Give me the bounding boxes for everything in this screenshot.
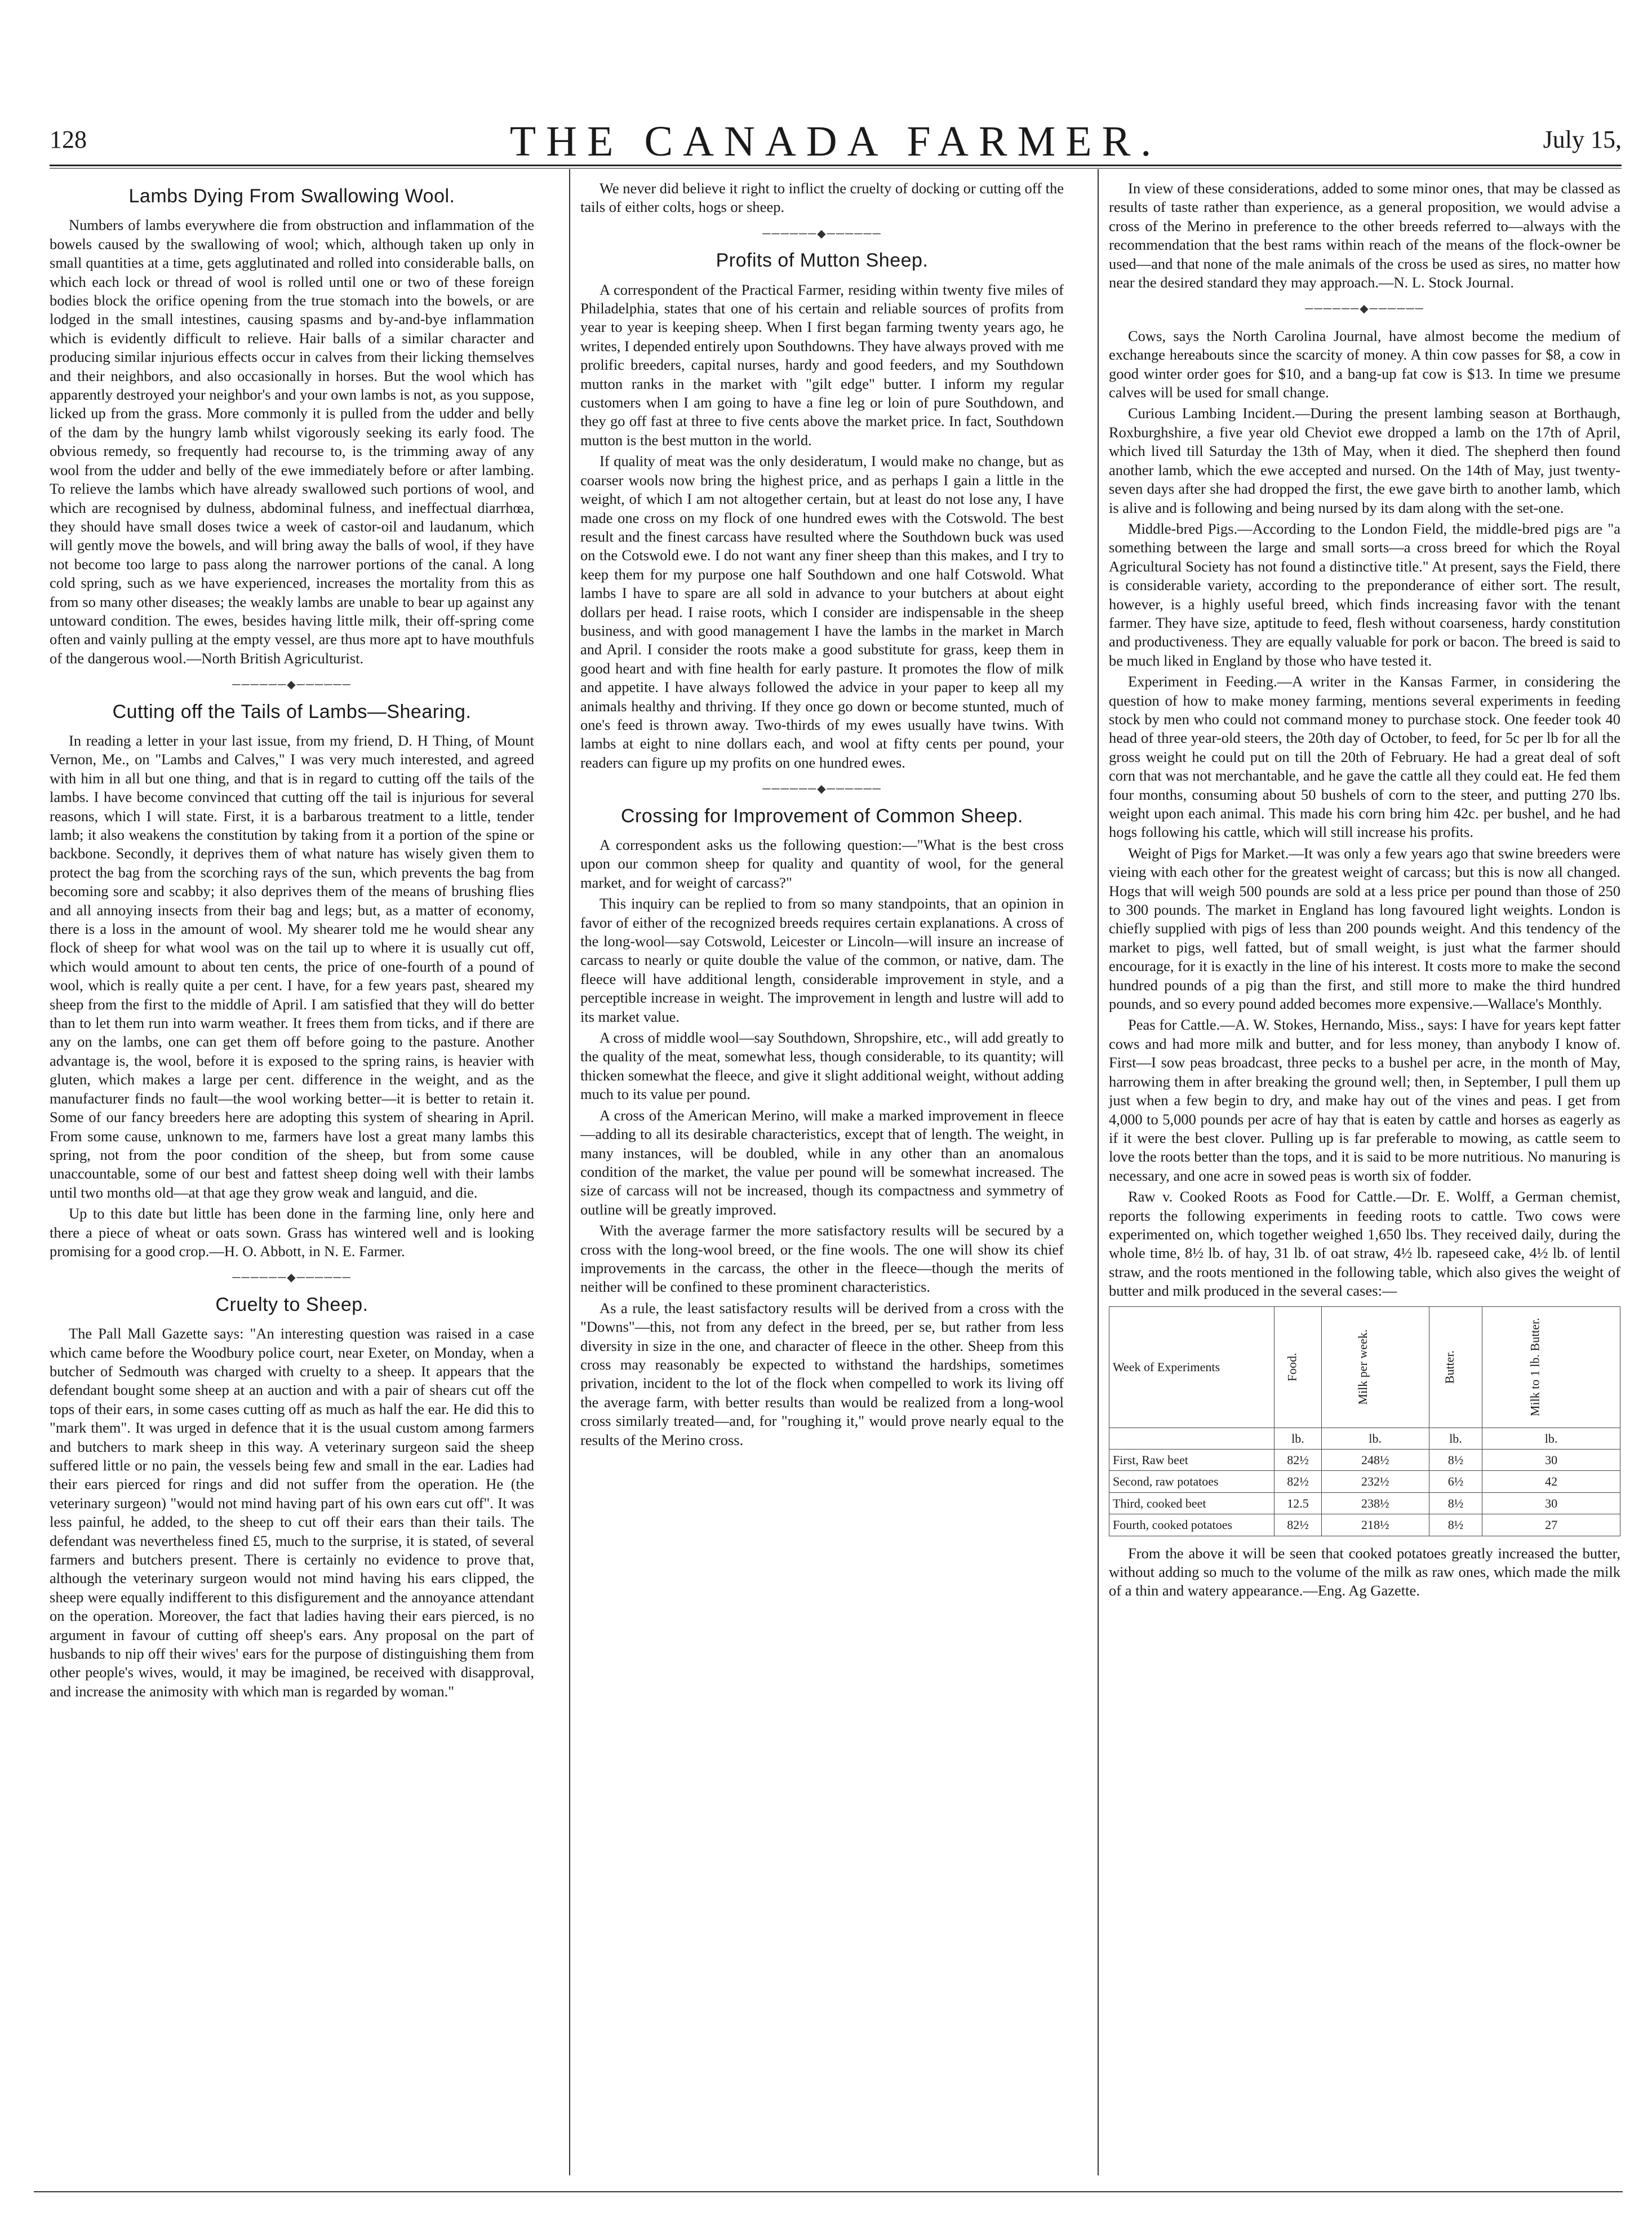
table-cell: First, Raw beet xyxy=(1109,1449,1274,1470)
article-paragraph: The Pall Mall Gazette says: "An interesting question was raised in a case which came before the Woodbury police court, near Exeter, on Monday, when a butcher of Sedmouth was charged with cruelty to a sheep. It appears that the defendant bought some sheep at an auction and with a pair of shears cut off the tops of their ears, in some cases cutting off as much as half the ear. He did this to "mark them". It was urged in defence that it is the usual custom among farmers and butchers to mark sheep in this way. A veterinary surgeon said the sheep suffered little or no pain, the vessels being few and small in the ear. Ladies had their ears pierced for rings and did not suffer from the operation. He (the veterinary surgeon) "would not mind having part of his own ears cut off". It was less painful, he added, to the sheep to cut off their ears than their tails. The defendant was nevertheless fined £5, much to the surprise, it is stated, of several farmers and butchers present. There is certainly no evidence to prove that, although the veterinary surgeon would not mind having his ears clipped, the sheep were equally indifferent to this disfigurement and the annoyance attendant on the operation. Moreover, the fact that ladies having their ears pierced, is no argument in favour of cutting off sheep's ears. Any proposal on the part of husbands to nip off their wives' ears for the purpose of distinguishing them from other people's wives, would, it may be imagined, be received with disapproval, and increase the animosity with which man is regarded by woman." xyxy=(50,1325,534,1700)
footer-rule xyxy=(34,2191,1623,2192)
table-cell: 6½ xyxy=(1429,1471,1482,1492)
table-row xyxy=(1109,1492,1620,1514)
table-cell: Third, cooked beet xyxy=(1109,1492,1274,1514)
newspaper-title: THE CANADA FARMER. xyxy=(509,118,1162,165)
closing-paragraph: From the above it will be seen that cooked potatoes greatly increased the butter, without adding so much to the volume of the milk as raw ones, which made the milk of a thin and watery appearance.—Eng. Ag Gazette. xyxy=(1109,1544,1620,1599)
table-cell: 42 xyxy=(1482,1471,1620,1492)
table-header: Week of Experiments xyxy=(1109,1306,1274,1428)
article-paragraph: In view of these considerations, added to some minor ones, that may be classed as results of taste rather than experience, as a general proposition, we would advise a cross of the Merino in preference to the other breeds referred to—always with the recommendation that the best rams within reach of the means of the flock-owner be used—and that none of the male animals of the cross be used as sires, no matter how near the desired standard they may approach.—N. L. Stock Journal. xyxy=(1109,180,1620,291)
table-row xyxy=(1109,1449,1620,1470)
article-paragraph: If quality of meat was the only desideratum, I would make no change, but as coarser wools now bring the highest price, and as perhaps I gain a little in the weight, of which I am not altogether certain, but at least do not lose any, I have made one cross on my flock of one hundred ewes with the Cotswold. The best result and the finest carcass have resulted where the Southdown buck was used on the Cotswold ewe. I do not want any finer sheep than this makes, and I try to keep them for my purpose one half Southdown and one half Cotswold. What lambs I have to spare are all sold in advance to your butchers at about eight dollars per head. I raise roots, which I consider are indispensable in the sheep business, and with good management I have the lambs in the market in March and April. I consider the roots make a good substitute for grass, keep them in good heart and with fine health for early pasture. It promotes the flow of milk and appetite. I have always followed the advice in your paper to keep all my animals healthy and thriving. If they once go down or become stunted, much of one's feed is thrown away. Two-thirds of my ewes usually have twins. With lambs at eight to nine dollars each, and wool at fifty cents per pound, your readers can figure up my profits on one hundred ewes. xyxy=(580,453,1064,771)
table-header: Milk to 1 lb. Butter. xyxy=(1482,1306,1620,1428)
column-2 xyxy=(580,179,1064,1452)
article-paragraph: Experiment in Feeding.—A writer in the Kansas Farmer, in considering the question of how to make money farming, mentions several experiments in feeding stock by men who could not command money to purchase stock. One feeder took 40 head of three year-old steers, the 20th day of October, to feed, for 5c per lb for all the gross weight he could put on till the 20th of February. He had a great deal of soft corn that was not merchantable, and he gave the cattle all they could eat. He fed them four months, consuming about 50 bushels of corn to the steer, and putting 270 lbs. weight upon each animal. This made his corn bring him 42c. per bushel, and he had hogs following his cattle, which will still increase his profits. xyxy=(1109,673,1620,841)
article-paragraph: Numbers of lambs everywhere die from obstruction and inflammation of the bowels caused by the swallowing of wool; which, although taken up only in small quantities at a time, gets agglutinated and rolled into considerable balls, on which each lock or thread of wool is rolled until one or two of these foreign bodies block the orifice opening from the true stomach into the bowels, or are lodged in the small intestines, causing spasms and by-and-bye inflammation which is evidently difficult to relieve. Hair balls of a similar character and producing similar injurious effects occur in calves from their licking themselves and their neighbors, and also occasionally in horses. But the wool which has apparently destroyed your neighbor's and your own lambs is not, as you suppose, licked up from the grass. More commonly it is pulled from the udder and belly of the dam by the hungry lamb whilst vigorously seeking its early food. The obvious remedy, so frequently had recourse to, is the trimming away of any wool from the udder and belly of the ewe immediately before or after lambing. To relieve the lambs which have already swallowed such portions of wool, and which are recognised by dulness, abdominal fulness, and ineffectual diarrhœa, they should have small doses twice a week of castor-oil and laudanum, which will gently move the bowels, and will bring away the balls of wool, if they have not become too large to pass along the narrower portions of the canal. A long cold spring, such as we have experienced, increases the mortality from this as from so many other diseases; the weakly lambs are unable to bear up against any untoward condition. The ewes, besides having little milk, their off-spring come often and vainly pulling at the empty vessel, are thus more apt to have mouthfuls of the dangerous wool.—North British Agriculturist. xyxy=(50,216,534,667)
article-paragraph: Curious Lambing Incident.—During the present lambing season at Borthaugh, Roxburghshire, a five year old Cheviot ewe dropped a lamb on the 17th of April, which lived till Saturday the 13th of May, when it died. The shepherd then found another lamb, which the ewe accepted and nursed. On the 14th of May, just twenty-seven days after she had dropped the first, the ewe gave birth to another lamb, which is alive and is following and being nursed by its dam along with the set-one. xyxy=(1109,405,1620,516)
article-paragraph: A cross of the American Merino, will make a marked improvement in fleece—adding to all its desirable characteristics, except that of length. The weight, in many instances, will be doubled, while in any other than an anomalous condition of the market, the value per pound will be somewhat increased. The size of carcass will not be increased, though its compactness and symmetry of outline will be greatly improved. xyxy=(580,1106,1064,1218)
table-cell: 30 xyxy=(1482,1449,1620,1470)
article-paragraph: A correspondent asks us the following question:—"What is the best cross upon our common sheep for quality and quantity of wool, for the general market, and for weight of carcass?" xyxy=(580,836,1064,891)
table-cell: 238½ xyxy=(1321,1492,1429,1514)
article-heading: Cutting off the Tails of Lambs—Shearing. xyxy=(112,701,472,723)
header-rule-thin xyxy=(50,168,1622,169)
table-cell: 8½ xyxy=(1429,1514,1482,1536)
issue-date: July 15, xyxy=(1543,126,1622,153)
feeding-results-table xyxy=(1109,1306,1620,1536)
page-number: 128 xyxy=(50,126,87,153)
column-1 xyxy=(50,179,534,1703)
article-heading: Crossing for Improvement of Common Sheep. xyxy=(620,805,1023,827)
article-separator: ──────◆────── xyxy=(232,679,352,692)
article-heading: Cruelty to Sheep. xyxy=(215,1293,368,1315)
column-3 xyxy=(1109,179,1620,1603)
article-separator: ──────◆────── xyxy=(1305,303,1424,316)
article-separator: ──────◆────── xyxy=(232,1271,352,1284)
table-row xyxy=(1109,1514,1620,1536)
article-paragraph: Weight of Pigs for Market.—It was only a few years ago that swine breeders were vieing with each other for the greatest weight of carcass; but this is now all changed. Hogs that will weigh 500 pounds are sold at a less price per pound than those of 250 to 300 pounds. The market in England has long favoured light weights. London is chiefly supplied with pigs of less than 200 pounds weight. And this tendency of the market to pigs, well fatted, but of small weight, is just what the farmer should encourage, for it is exactly in the line of his interest. It costs more to make the second hundred pounds of a pig than the first, and still more to make the third hundred pounds, and so every pound added becomes more expensive.—Wallace's Monthly. xyxy=(1109,844,1620,1013)
table-cell xyxy=(1109,1428,1274,1449)
table-cell: 8½ xyxy=(1429,1449,1482,1470)
article-paragraph: With the average farmer the more satisfactory results will be secured by a cross with the long-wool breed, or the fine wools. The one will show its chief improvements in the carcass, the other in the fleece—though the merits of neither will be confined to these prominent characteristics. xyxy=(580,1222,1064,1296)
article-paragraph: A correspondent of the Practical Farmer, residing within twenty five miles of Philadelphia, states that one of his certain and reliable sources of profits from year to year is keeping sheep. When I first began farming twenty years ago, he writes, I depended entirely upon Southdowns. They have always proved with me prolific breeders, capital nurses, hardy and good feeders, and my Southdown mutton ranks in the market with "gilt edge" butter. I inform my regular customers when I am going to have a fine leg or loin of pure Southdown, and they go off fast at three to five cents above the market price. In fact, Southdown mutton is the best mutton in the world. xyxy=(580,281,1064,449)
table-cell: Fourth, cooked potatoes xyxy=(1109,1514,1274,1536)
table-header-row xyxy=(1109,1306,1620,1428)
table-cell: 82½ xyxy=(1274,1514,1321,1536)
table-header: Butter. xyxy=(1429,1306,1482,1428)
header-rule xyxy=(50,165,1622,166)
table-cell: 232½ xyxy=(1321,1471,1429,1492)
table-cell: 30 xyxy=(1482,1492,1620,1514)
table-cell: lb. xyxy=(1321,1428,1429,1449)
table-cell: 82½ xyxy=(1274,1471,1321,1492)
table-header: Milk per week. xyxy=(1321,1306,1429,1428)
article-paragraph: A cross of middle wool—say Southdown, Shropshire, etc., will add greatly to the quality of the meat, somewhat less, though considerable, to its quantity; will thicken somewhat the fleece, and give it slight additional weight, without adding much to its value per pound. xyxy=(580,1029,1064,1103)
table-row xyxy=(1109,1471,1620,1492)
article-heading: Lambs Dying From Swallowing Wool. xyxy=(128,185,455,207)
table-cell: 218½ xyxy=(1321,1514,1429,1536)
article-paragraph: Up to this date but little has been done in the farming line, only here and there a piece of wheat or oats sown. Grass has wintered well and is looking promising for a good crop.—H. O. Abbott, in N. E. Farmer. xyxy=(50,1205,534,1260)
article-paragraph: We never did believe it right to inflict the cruelty of docking or cutting off the tails of either colts, hogs or sheep. xyxy=(580,180,1064,216)
article-paragraph: Peas for Cattle.—A. W. Stokes, Hernando, Miss., says: I have for years kept fatter cows and had more milk and butter, and for less money, than anybody I know of. First—I sow peas broadcast, three pecks to a bushel per acre, in the month of May, harrowing them in after breaking the ground well; then, in September, I pull them up just when a few begin to dry, and make hay out of the vines and peas. I get from 4,000 to 5,000 pounds per acre of hay that is eaten by cattle and horses as eagerly as if it were the best clover. Pulling up is far preferable to mowing, as cattle seem to love the roots better than the tops, and it is said to be more nutritious. No manuring is necessary, and one acre in sowed peas is worth six of fodder. xyxy=(1109,1016,1620,1184)
table-cell: 27 xyxy=(1482,1514,1620,1536)
table-cell: 12.5 xyxy=(1274,1492,1321,1514)
table-cell: 248½ xyxy=(1321,1449,1429,1470)
masthead xyxy=(50,117,1622,165)
article-separator: ──────◆────── xyxy=(762,227,882,240)
article-paragraph: Cows, says the North Carolina Journal, have almost become the medium of exchange hereabouts since the scarcity of money. A thin cow passes for $8, a cow in good winter order goes for $10, and a bang-up fat cow is $13. In time we presume calves will be used for small change. xyxy=(1109,327,1620,401)
article-paragraph: This inquiry can be replied to from so many standpoints, that an opinion in favor of either of the recognized breeds requires certain explanations. A cross of the long-wool—say Cotswold, Leicester or Lincoln—will insure an increase of carcass to nearly or quite double the value of the common, or native, dam. The fleece will have additional length, considerable improvement in style, and a perceptible increase in weight. The improvement in length and lustre will add to its market value. xyxy=(580,895,1064,1025)
table-units-row xyxy=(1109,1428,1620,1449)
table-cell: Second, raw potatoes xyxy=(1109,1471,1274,1492)
article-heading: Profits of Mutton Sheep. xyxy=(716,250,929,272)
table-cell: 82½ xyxy=(1274,1449,1321,1470)
table-cell: lb. xyxy=(1429,1428,1482,1449)
table-cell: lb. xyxy=(1482,1428,1620,1449)
table-cell: lb. xyxy=(1274,1428,1321,1449)
article-paragraph: In reading a letter in your last issue, from my friend, D. H Thing, of Mount Vernon, Me., on "Lambs and Calves," I was very much interested, and agreed with him in all but one thing, and that is in regard to cutting off the tails of the lambs. I have become convinced that cutting off the tail is injurious for several reasons, which I will state. First, it is a barbarous treatment to a little, tender lamb; it also weakens the constitution by taking from it a portion of the spine or backbone. Secondly, it deprives them of what nature has wisely given them to protect the bag from the scorching rays of the sun, which prevents the bag from becoming sore and scabby; it also deprives them of the means of brushing flies and all annoying insects from their bag and legs; but, as a matter of economy, there is a loss in the amount of wool. My shearer told me he would shear any flock of sheep for what wool was on the tail up to where it is usually cut off, which would amount to about ten cents, the price of one-fourth of a pound of wool, which is really quite a per cent. I have, for a few years past, sheared my sheep from the first to the middle of April. I am satisfied that they will do better than to let them run into warm weather. It frees them from ticks, and if there are any on the lambs, one can get them off before going to the pasture. Another advantage is, the wool, before it is exposed to the spring rains, is heavier with gluten, which makes a large per cent. difference in the weight, and as the manufacturer finds no fault—the wool working better—it is better to retain it. Some of our fancy breeders here are adopting this system of shearing in April. From some cause, unknown to me, farmers have lost a great many lambs this spring, not from the poor condition of the sheep, but from some cause unaccountable, some of our best and fattest sheep doing well with their lambs until two months old—at that age they grow weak and languid, and die. xyxy=(50,732,534,1201)
column-divider xyxy=(569,169,570,2175)
table-header: Food. xyxy=(1274,1306,1321,1428)
column-divider xyxy=(1098,169,1099,2175)
article-paragraph: Raw v. Cooked Roots as Food for Cattle.—Dr. E. Wolff, a German chemist, reports the following experiments in feeding roots to cattle. Two cows were experimented on, which together weighed 1,650 lbs. They received daily, during the whole time, 8½ lb. of hay, 31 lb. of oat straw, 4½ lb. rapeseed cake, 4½ lb. of lentil straw, and the roots mentioned in the following table, which also gives the weight of butter and milk produced in the several cases:— xyxy=(1109,1188,1620,1300)
article-paragraph: As a rule, the least satisfactory results will be derived from a cross with the "Downs"—this, not from any defect in the breed, per se, but rather from less diversity in size in the one, and character of fleece in the other. Sheep from this cross may reasonably be expected to withstand the hardships, sometimes privation, incident to the lot of the flock when compelled to work its living off the average farm, with better results than would be realized from a long-wool cross similarly treated—and, for "roughing it," would prove nearly equal to the results of the Merino cross. xyxy=(580,1299,1064,1448)
article-paragraph: Middle-bred Pigs.—According to the London Field, the middle-bred pigs are "a something between the large and small sorts—a cross breed for which the Royal Agricultural Society has not found a distinctive title." At present, says the Field, there is considerable variety, according to the preponderance of either sort. The result, however, is a highly useful breed, which finds increasing favor with the tenant farmer. They have size, aptitude to feed, flesh without coarseness, hardy constitution and productiveness. They are equally valuable for pork or bacon. The breed is said to be much liked in England by those who have tested it. xyxy=(1109,520,1620,669)
table-cell: 8½ xyxy=(1429,1492,1482,1514)
article-separator: ──────◆────── xyxy=(762,783,882,796)
